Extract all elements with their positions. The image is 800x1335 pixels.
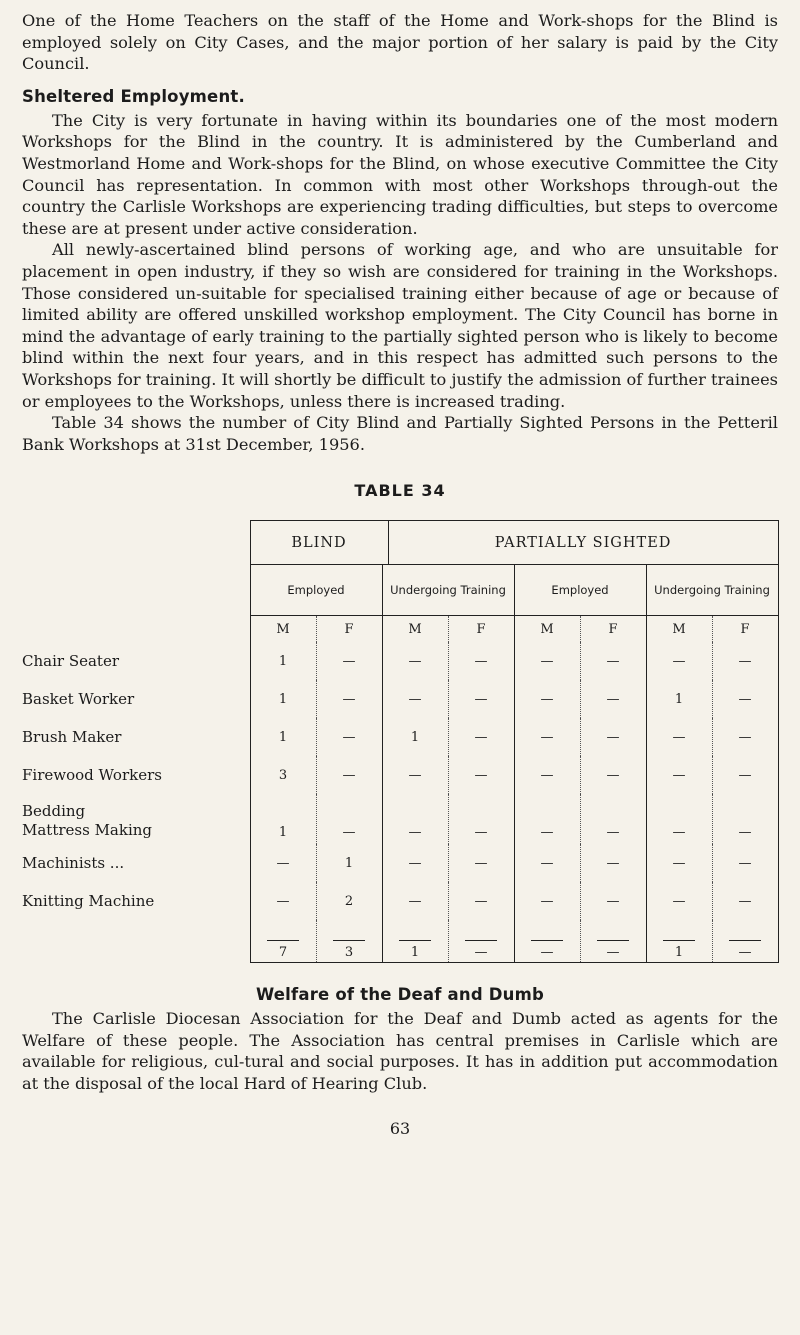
table-cell: — bbox=[646, 756, 712, 794]
row-label-line-2: Mattress Making bbox=[22, 821, 153, 840]
table-cell: — bbox=[712, 882, 778, 920]
table-cell: — bbox=[712, 794, 778, 844]
total-cell: 1 bbox=[663, 940, 695, 960]
table-row bbox=[22, 680, 778, 718]
table-cell: — bbox=[580, 882, 646, 920]
table-cell: — bbox=[646, 882, 712, 920]
subheader-ps-employed: Employed bbox=[514, 565, 646, 616]
table-cell: — bbox=[580, 794, 646, 844]
row-label-line-1: Bedding bbox=[22, 802, 86, 821]
sheltered-employment-heading: Sheltered Employment. bbox=[22, 86, 245, 106]
sheltered-paragraph-3: Table 34 shows the number of City Blind and Partially Sighted Persons in the Petteril Bank Workshops at 31st December, 1956. bbox=[22, 413, 778, 454]
table-cell: 1 bbox=[382, 718, 448, 756]
row-label: Basket Worker bbox=[22, 690, 135, 709]
table-cell: — bbox=[646, 794, 712, 844]
table-cell: — bbox=[712, 718, 778, 756]
sex-header-3: F bbox=[448, 616, 514, 643]
table-cell: 1 bbox=[250, 794, 316, 844]
sex-header-5: F bbox=[580, 616, 646, 643]
sex-header-6: M bbox=[646, 616, 712, 643]
page-number: 63 bbox=[389, 1118, 411, 1138]
intro-paragraph: One of the Home Teachers on the staff of the Home and Work-shops for the Blind is employed solely on City Cases, and the major portion of her salary is paid by the City Council. bbox=[22, 11, 778, 74]
table-cell: 1 bbox=[646, 680, 712, 718]
row-label: Chair Seater bbox=[22, 652, 119, 671]
table-cell: — bbox=[580, 680, 646, 718]
sex-header-1: F bbox=[316, 616, 382, 643]
subheader-ps-training: Undergoing Training bbox=[646, 565, 778, 616]
workshops-table-body bbox=[22, 564, 779, 963]
table-cell: 2 bbox=[316, 882, 382, 920]
total-cell: — bbox=[729, 940, 761, 960]
row-label: Brush Maker bbox=[22, 728, 122, 747]
table-cell: — bbox=[382, 844, 448, 882]
table-cell: — bbox=[316, 794, 382, 844]
sheltered-paragraph-2: All newly-ascertained blind persons of working age, and who are unsuitable for placement in open industry, if they so wish are considered for training in the Workshops. Those considered un-suitable for specialised training either because of age or because of limited ability are offered unskilled workshop employment. The City Council has borne in mind the advantage of early training to the partially sighted person who is likely to become blind within the next four years, and in this respect has admitted such persons to the Workshops for training. It will shortly be difficult to justify the admission of further trainees or employees to the Workshops, unless there is increased trading. bbox=[22, 240, 778, 411]
table-cell: — bbox=[580, 718, 646, 756]
table-cell: — bbox=[316, 642, 382, 680]
table-cell: 3 bbox=[250, 756, 316, 794]
table-cell: — bbox=[514, 680, 580, 718]
document-page bbox=[22, 10, 778, 1138]
totals-row bbox=[22, 920, 778, 963]
table-cell: — bbox=[580, 642, 646, 680]
table-cell: — bbox=[448, 680, 514, 718]
table-cell: — bbox=[646, 718, 712, 756]
total-cell: — bbox=[597, 940, 629, 960]
table-row bbox=[22, 794, 778, 844]
workshops-table bbox=[22, 520, 779, 565]
sex-header-2: M bbox=[382, 616, 448, 643]
total-cell: 7 bbox=[267, 940, 299, 960]
table-cell: — bbox=[514, 882, 580, 920]
group-header-blind: BLIND bbox=[250, 521, 388, 566]
table-row bbox=[22, 718, 778, 756]
group-header-partially-sighted: PARTIALLY SIGHTED bbox=[388, 521, 778, 566]
table-cell: — bbox=[712, 844, 778, 882]
total-cell: 1 bbox=[399, 940, 431, 960]
total-cell: — bbox=[531, 940, 563, 960]
table-cell: — bbox=[712, 756, 778, 794]
table-cell: — bbox=[382, 756, 448, 794]
table-cell: 1 bbox=[250, 642, 316, 680]
row-label: Knitting Machine bbox=[22, 892, 155, 911]
table-cell: — bbox=[316, 756, 382, 794]
sex-header-0: M bbox=[250, 616, 316, 643]
table-cell: — bbox=[448, 794, 514, 844]
total-cell: — bbox=[465, 940, 497, 960]
table-cell: — bbox=[514, 718, 580, 756]
table-cell: — bbox=[580, 756, 646, 794]
welfare-paragraph: The Carlisle Diocesan Association for the Deaf and Dumb acted as agents for the Welfare of these people. The Association has central premises in Carlisle which are available for religious, cul-tural and social purposes. It has in addition put accommodation at the disposal of the local Hard of Hearing Club. bbox=[22, 1009, 778, 1094]
row-label: Machinists ... bbox=[22, 854, 125, 873]
table-row bbox=[22, 756, 778, 794]
table-cell: — bbox=[712, 680, 778, 718]
table-cell: 1 bbox=[316, 844, 382, 882]
table-title: TABLE 34 bbox=[354, 481, 446, 501]
sex-header-4: M bbox=[514, 616, 580, 643]
table-cell: — bbox=[382, 680, 448, 718]
table-cell: — bbox=[448, 844, 514, 882]
table-cell: — bbox=[316, 680, 382, 718]
table-cell: — bbox=[646, 844, 712, 882]
table-row bbox=[22, 844, 778, 882]
table-cell: 1 bbox=[250, 680, 316, 718]
subheader-blind-employed: Employed bbox=[250, 565, 382, 616]
table-cell: — bbox=[580, 844, 646, 882]
row-label: Firewood Workers bbox=[22, 766, 162, 785]
table-row bbox=[22, 882, 778, 920]
table-cell: — bbox=[514, 844, 580, 882]
total-cell: 3 bbox=[333, 940, 365, 960]
table-cell: — bbox=[250, 844, 316, 882]
table-cell: — bbox=[514, 794, 580, 844]
table-cell: — bbox=[514, 756, 580, 794]
table-cell: — bbox=[316, 718, 382, 756]
table-cell: — bbox=[448, 756, 514, 794]
table-row bbox=[22, 642, 778, 680]
table-cell: 1 bbox=[250, 718, 316, 756]
table-cell: — bbox=[646, 642, 712, 680]
welfare-heading: Welfare of the Deaf and Dumb bbox=[255, 985, 545, 1005]
table-cell: — bbox=[250, 882, 316, 920]
sheltered-paragraph-1: The City is very fortunate in having within its boundaries one of the most modern Workshops for the Blind in the country. It is administered by the Cumberland and Westmorland Home and Work-shops for the Blind, on whose executive Committee the City Council has representation. In common with most other Workshops through-out the country the Carlisle Workshops are experiencing trading difficulties, but steps to overcome these are at present under active consideration. bbox=[22, 110, 778, 238]
table-cell: — bbox=[382, 882, 448, 920]
table-cell: — bbox=[382, 642, 448, 680]
table-cell: — bbox=[448, 718, 514, 756]
table-cell: — bbox=[712, 642, 778, 680]
table-cell: — bbox=[382, 794, 448, 844]
sex-header-7: F bbox=[712, 616, 778, 643]
table-cell: — bbox=[448, 882, 514, 920]
table-cell: — bbox=[514, 642, 580, 680]
subheader-blind-training: Undergoing Training bbox=[382, 565, 514, 616]
row-label bbox=[22, 794, 250, 844]
table-cell: — bbox=[448, 642, 514, 680]
